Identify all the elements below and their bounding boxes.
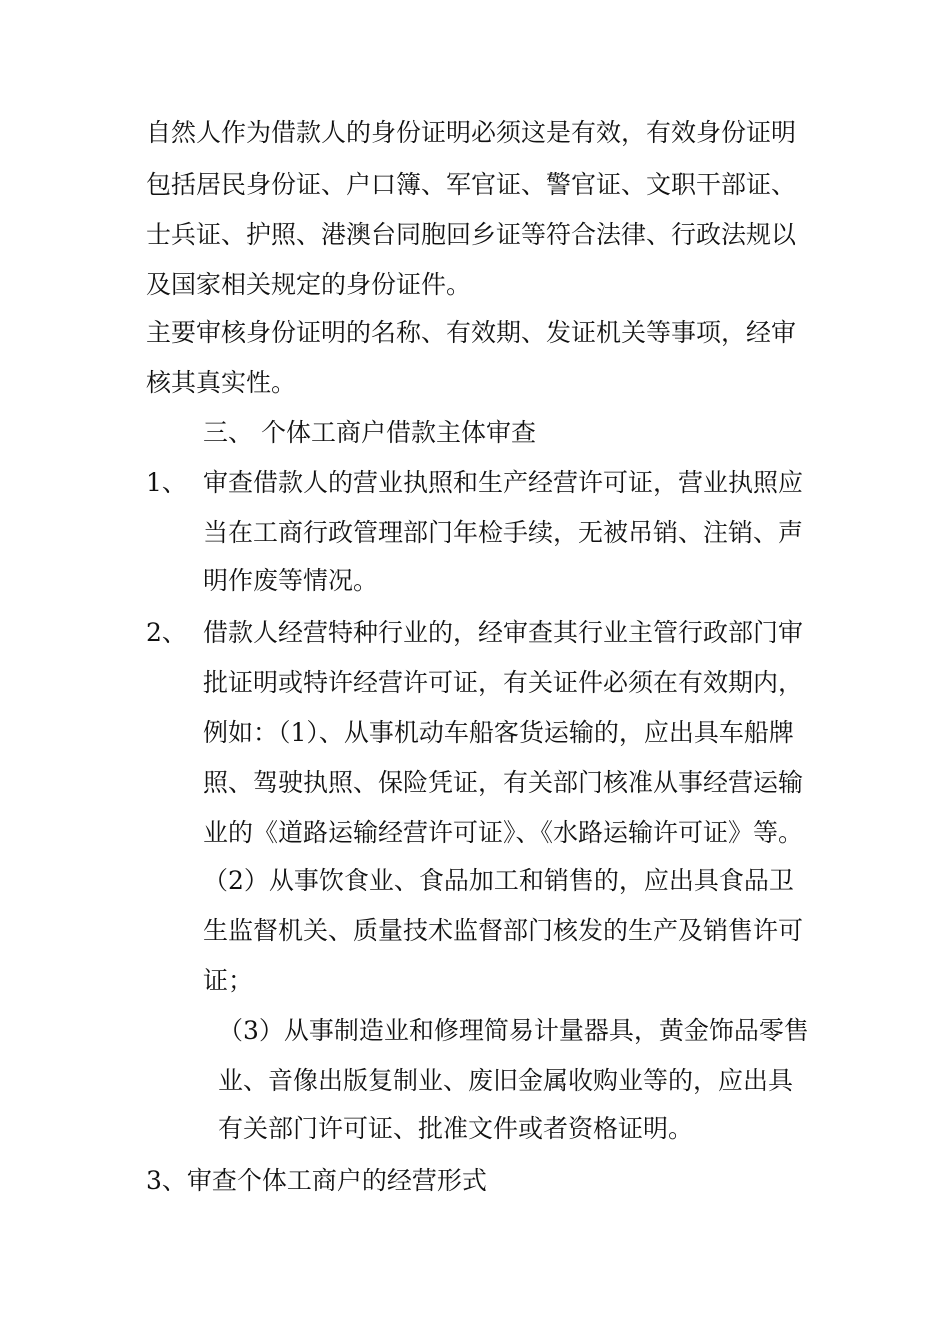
para1-line-3: 士兵证、护照、港澳台同胞回乡证等符合法律、行政法规以 [146,220,797,249]
section-heading: 三、 个体工商户借款主体审查 [203,418,536,447]
item2-line-5: 业的《道路运输经营许可证》、《水路运输许可证》等。 [203,818,804,847]
item2-line-4: 照、驾驶执照、保险凭证，有关部门核准从事经营运输 [203,768,804,797]
item2-line-8: 证； [203,966,254,995]
para2-line-2: 核其真实性。 [146,368,297,397]
item1-line-2: 当在工商行政管理部门年检手续，无被吊销、注销、声 [203,518,804,547]
para2-line-1: 主要审核身份证明的名称、有效期、发证机关等事项，经审 [146,318,797,347]
item1-line-3: 明作废等情况。 [203,566,379,595]
item2-line-1: 借款人经营特种行业的，经审查其行业主管行政部门审 [203,618,804,647]
item1-line-1: 审查借款人的营业执照和生产经营许可证，营业执照应 [203,468,804,497]
para1-line-4: 及国家相关规定的身份证件。 [146,270,472,299]
para1-line-1: 自然人作为借款人的身份证明必须这是有效，有效身份证明 [146,118,797,147]
item3-line: 3、审查个体工商户的经营形式 [146,1166,487,1195]
item2-line-2: 批证明或特许经营许可证，有关证件必须在有效期内， [203,668,804,697]
item2-number: 2、 [146,618,187,647]
item2-sub3-line-3: 有关部门许可证、批准文件或者资格证明。 [218,1114,694,1143]
para1-line-2: 包括居民身份证、户口簿、军官证、警官证、文职干部证、 [146,170,797,199]
item2-line-6: （2）从事饮食业、食品加工和销售的，应出具食品卫 [203,866,794,895]
item2-sub3-line-1: （3）从事制造业和修理简易计量器具，黄金饰品零售 [218,1016,809,1045]
item1-number: 1、 [146,468,187,497]
item2-sub3-line-2: 业、音像出版复制业、废旧金属收购业等的，应出具 [218,1066,794,1095]
item2-line-7: 生监督机关、质量技术监督部门核发的生产及销售许可 [203,916,804,945]
item2-line-3: 例如：（1）、从事机动车船客货运输的，应出具车船牌 [203,718,794,747]
